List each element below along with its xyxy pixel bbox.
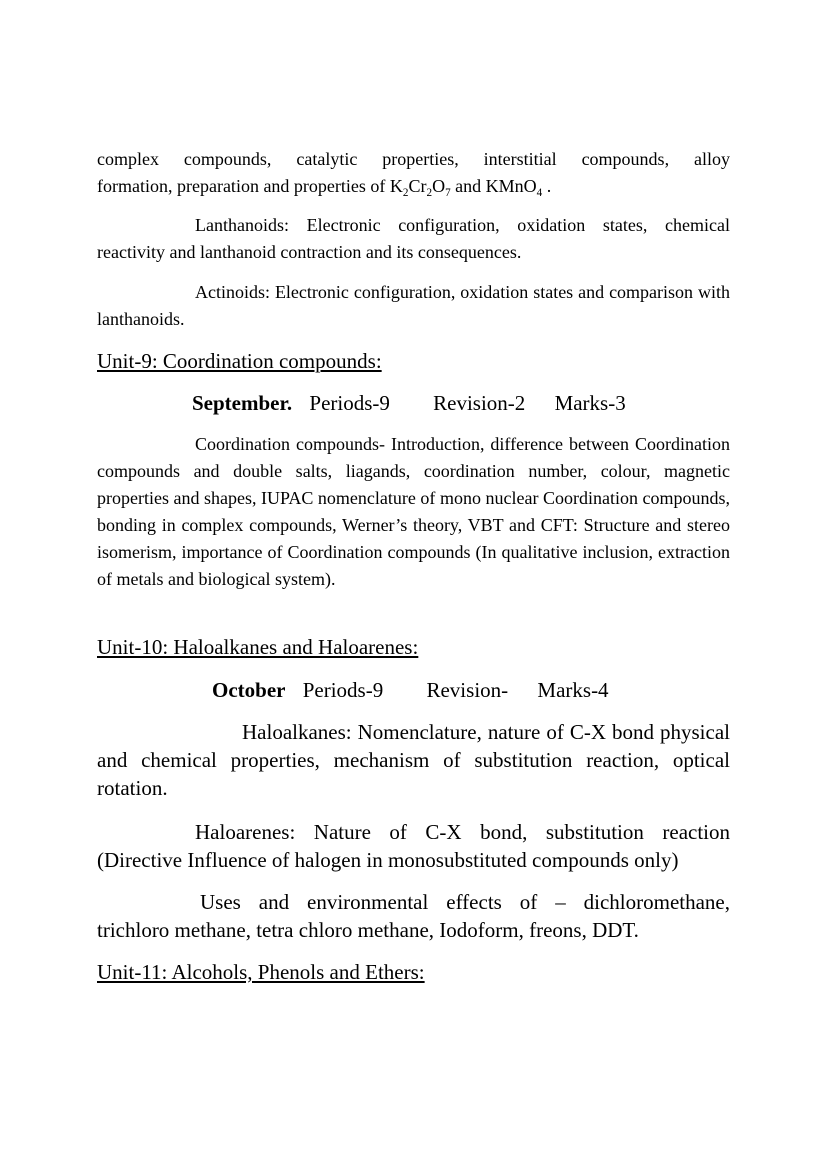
schedule-revision: Revision- [426, 678, 509, 702]
paragraph-actinoids: Actinoids: Electronic configuration, oxidation states and comparison with lanthanoids. [97, 282, 730, 329]
paragraph-haloarenes: Haloarenes: Nature of C-X bond, substitution reaction (Directive Influence of halogen in monosubstituted compounds only) [97, 820, 730, 872]
paragraph-line: complex compounds, catalytic properties, interstitial compounds, alloy [97, 149, 730, 169]
paragraph-haloalkanes: Haloalkanes: Nomenclature, nature of C-X bond physical and chemical properties, mechanism of substitution reaction, optical rotation. [97, 720, 730, 800]
schedule-revision: Revision-2 [433, 391, 526, 415]
schedule-periods: Periods-9 [309, 391, 390, 415]
schedule-marks: Marks-3 [554, 391, 626, 415]
paragraph-lanthanoids: Lanthanoids: Electronic configuration, oxidation states, chemical reactivity and lanthanoid contraction and its consequences. [97, 215, 730, 262]
unit-10-schedule [212, 676, 609, 704]
schedule-periods: Periods-9 [302, 678, 384, 702]
schedule-month: September. [192, 391, 293, 415]
unit-10-heading: Unit-10: Haloalkanes and Haloarenes: [97, 635, 419, 659]
unit-9-schedule [192, 389, 626, 417]
paragraph-d-block-properties [97, 146, 730, 200]
unit-9-heading: Unit-9: Coordination compounds: [97, 349, 382, 373]
schedule-month: October [212, 678, 286, 702]
unit-11-heading: Unit-11: Alcohols, Phenols and Ethers: [97, 960, 425, 984]
schedule-marks: Marks-4 [537, 678, 609, 702]
paragraph-line: formation, preparation and properties of $K_2Cr_2O_7$ and KMnO$_4$ . [97, 176, 552, 199]
unit-9-body: Coordination compounds- Introduction, difference between Coordination compounds and double salts, liagands, coordination number, colour, magnetic properties and shapes, IUPAC nomenclature of mono nuclear Coordination compounds, bonding in complex compounds, Werner’s theory, VBT and CFT: Structure and stereo isomerism, importance of Coordination compounds (In qualitative inclusion, extraction of metals and biological system). [97, 434, 730, 589]
paragraph-uses: Uses and environmental effects of – dichloromethane, trichloro methane, tetra chloro methane, Iodoform, freons, DDT. [97, 890, 730, 942]
